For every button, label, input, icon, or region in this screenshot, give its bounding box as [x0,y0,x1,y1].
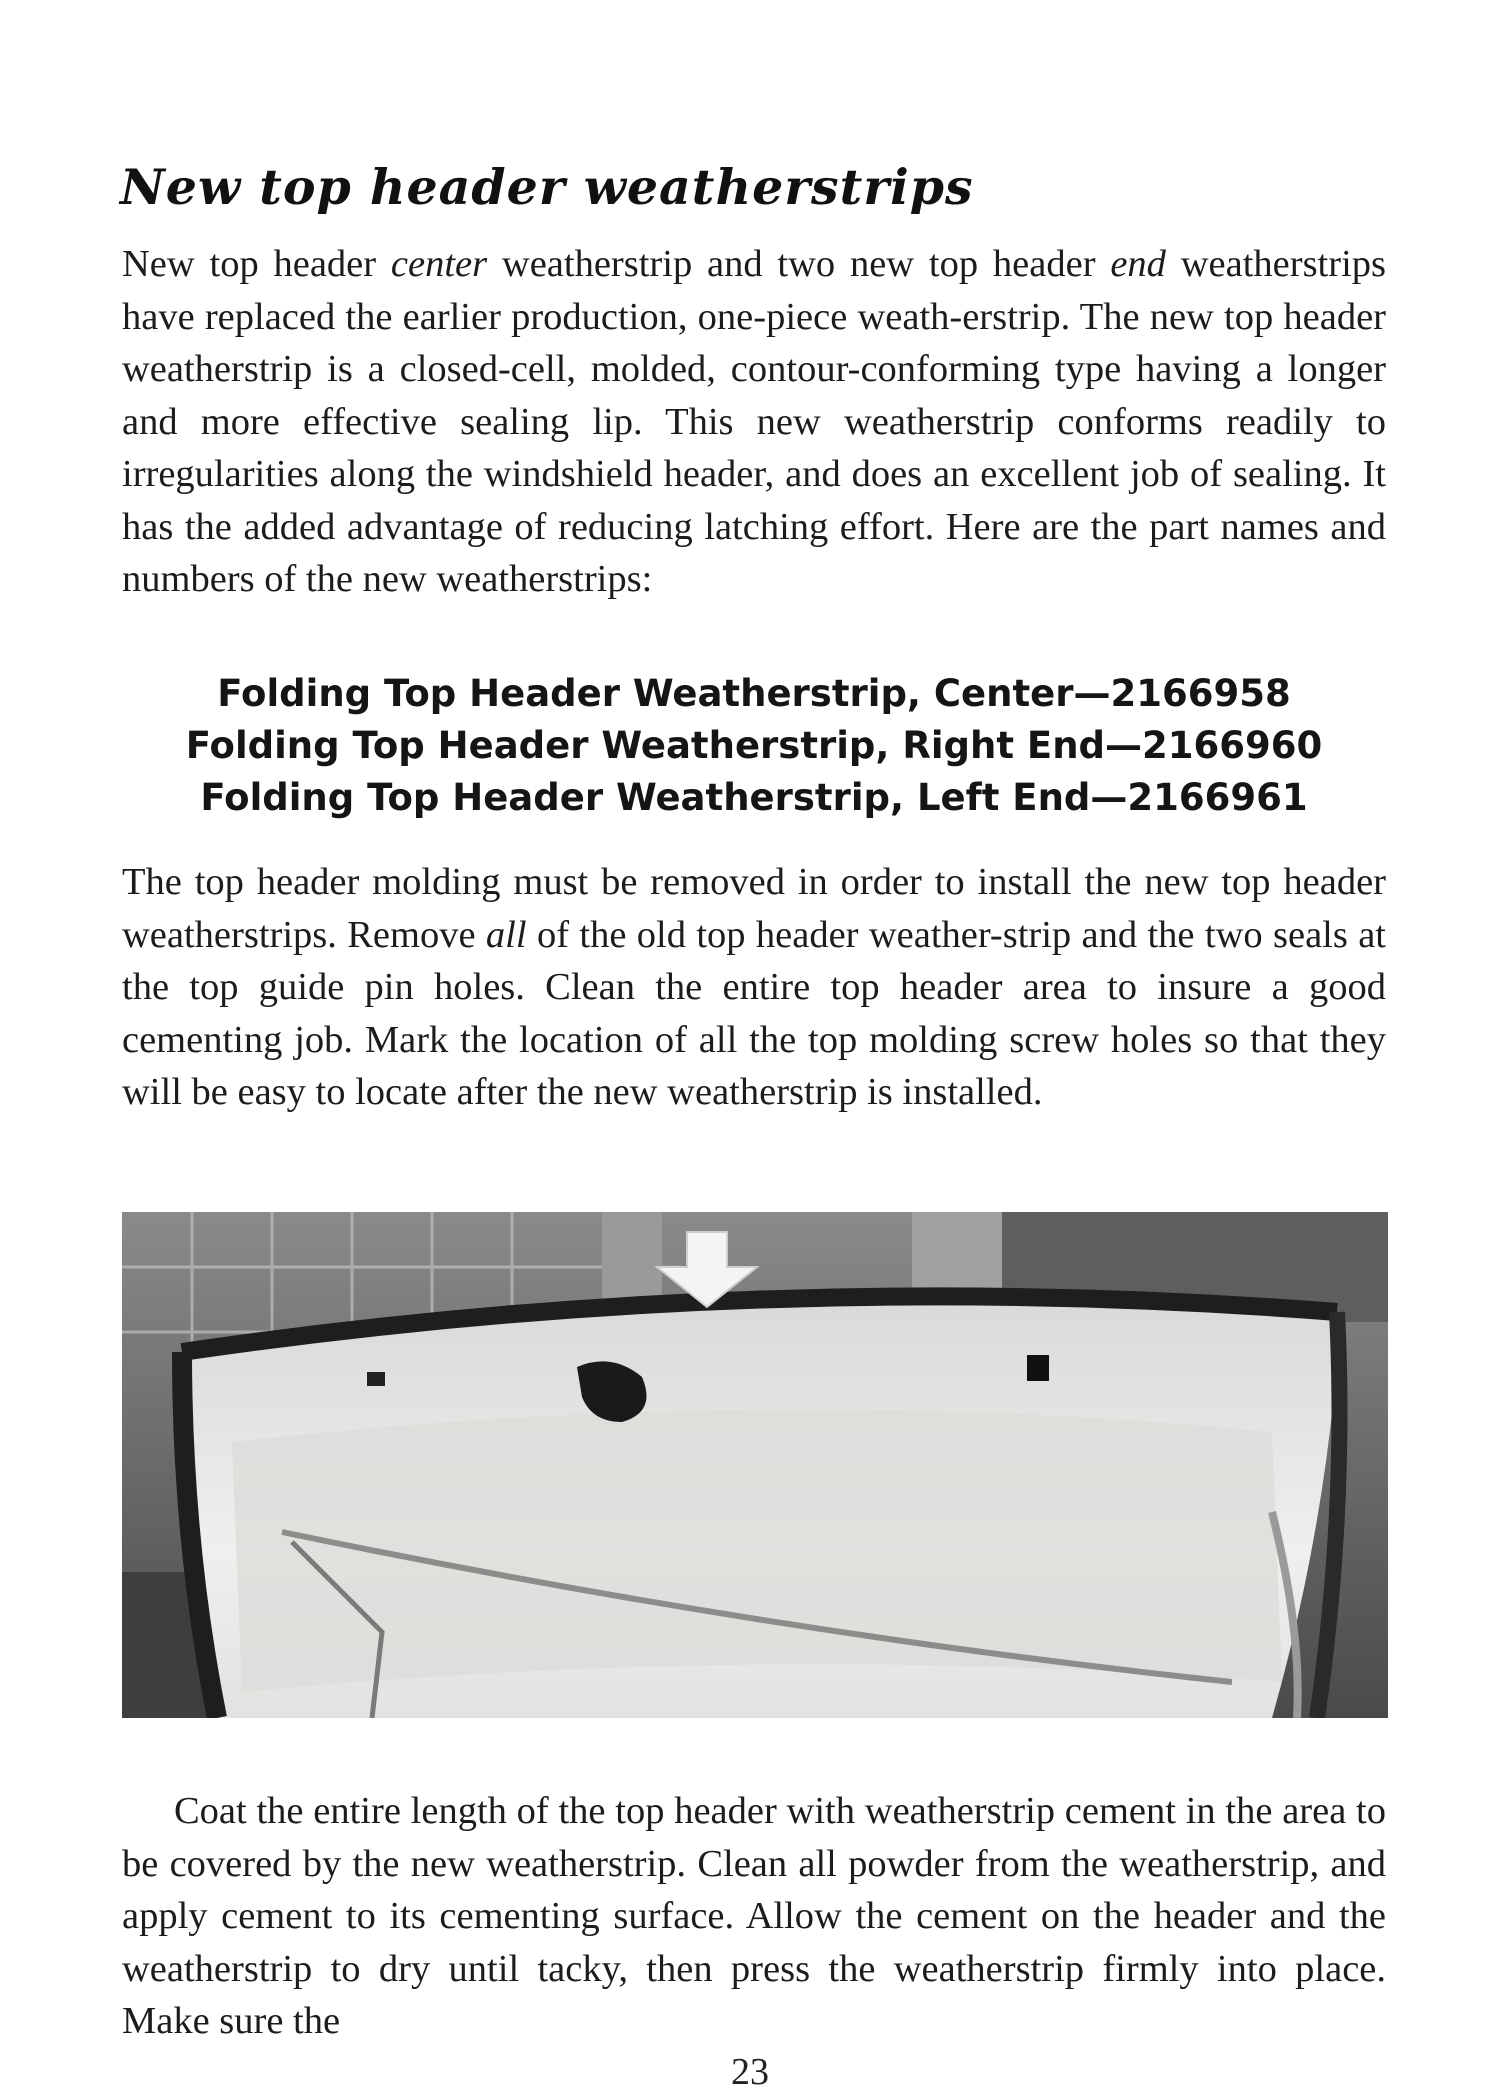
emphasis-text: end [1110,243,1166,285]
emphasis-text: center [390,243,488,285]
paragraph-text: of the old top header weather-strip and the two seals at the top guide pin holes. Clean the entire top header area to insure a good cementing job. Mark the location of all the top molding screw holes so that they will be easy to locate after the new weatherstrip is installed. [122,913,1386,1113]
paragraph-text: weatherstrips have replaced the earlier production, one-piece weath-erstrip. The new top header weatherstrip is a closed-cell, molded, contour-conforming type having a longer and more effective sealing lip. This new weatherstrip conforms readily to irregularities along the windshield header, and does an excellent job of sealing. It has the added advantage of reducing latching effort. Here are the part names and numbers of the new weatherstrips: [122,243,1386,600]
paragraph-text: New top header [122,243,391,285]
paragraph-text: The top header molding must be removed in order to install the new top header weatherstrips. Remove [122,861,1386,956]
paragraph-text: weatherstrip and two new top header [487,243,1111,285]
emphasis-text: all [485,913,527,956]
intro-paragraph [122,238,1386,606]
removal-paragraph [122,856,1386,1119]
part-right-end: Folding Top Header Weatherstrip, Right End—2166960 [185,724,1323,767]
part-number-list [120,668,1388,824]
part-left-end: Folding Top Header Weatherstrip, Left End—2166961 [200,776,1308,819]
header-weatherstrip-photo [122,1212,1388,1718]
cement-paragraph: Coat the entire length of the top header with weatherstrip cement in the area to be covered by the new weatherstrip. Clean all powder from the weatherstrip, and apply cement to its cementing surface. Allow the cement on the header and the weatherstrip to dry until tacky, then press the weatherstrip firmly into place. Make sure the [122,1790,1386,2042]
section-heading: New top header weatherstrips [120,158,974,216]
page-number: 23 [731,2051,769,2093]
part-center: Folding Top Header Weatherstrip, Center—2166958 [217,672,1291,715]
